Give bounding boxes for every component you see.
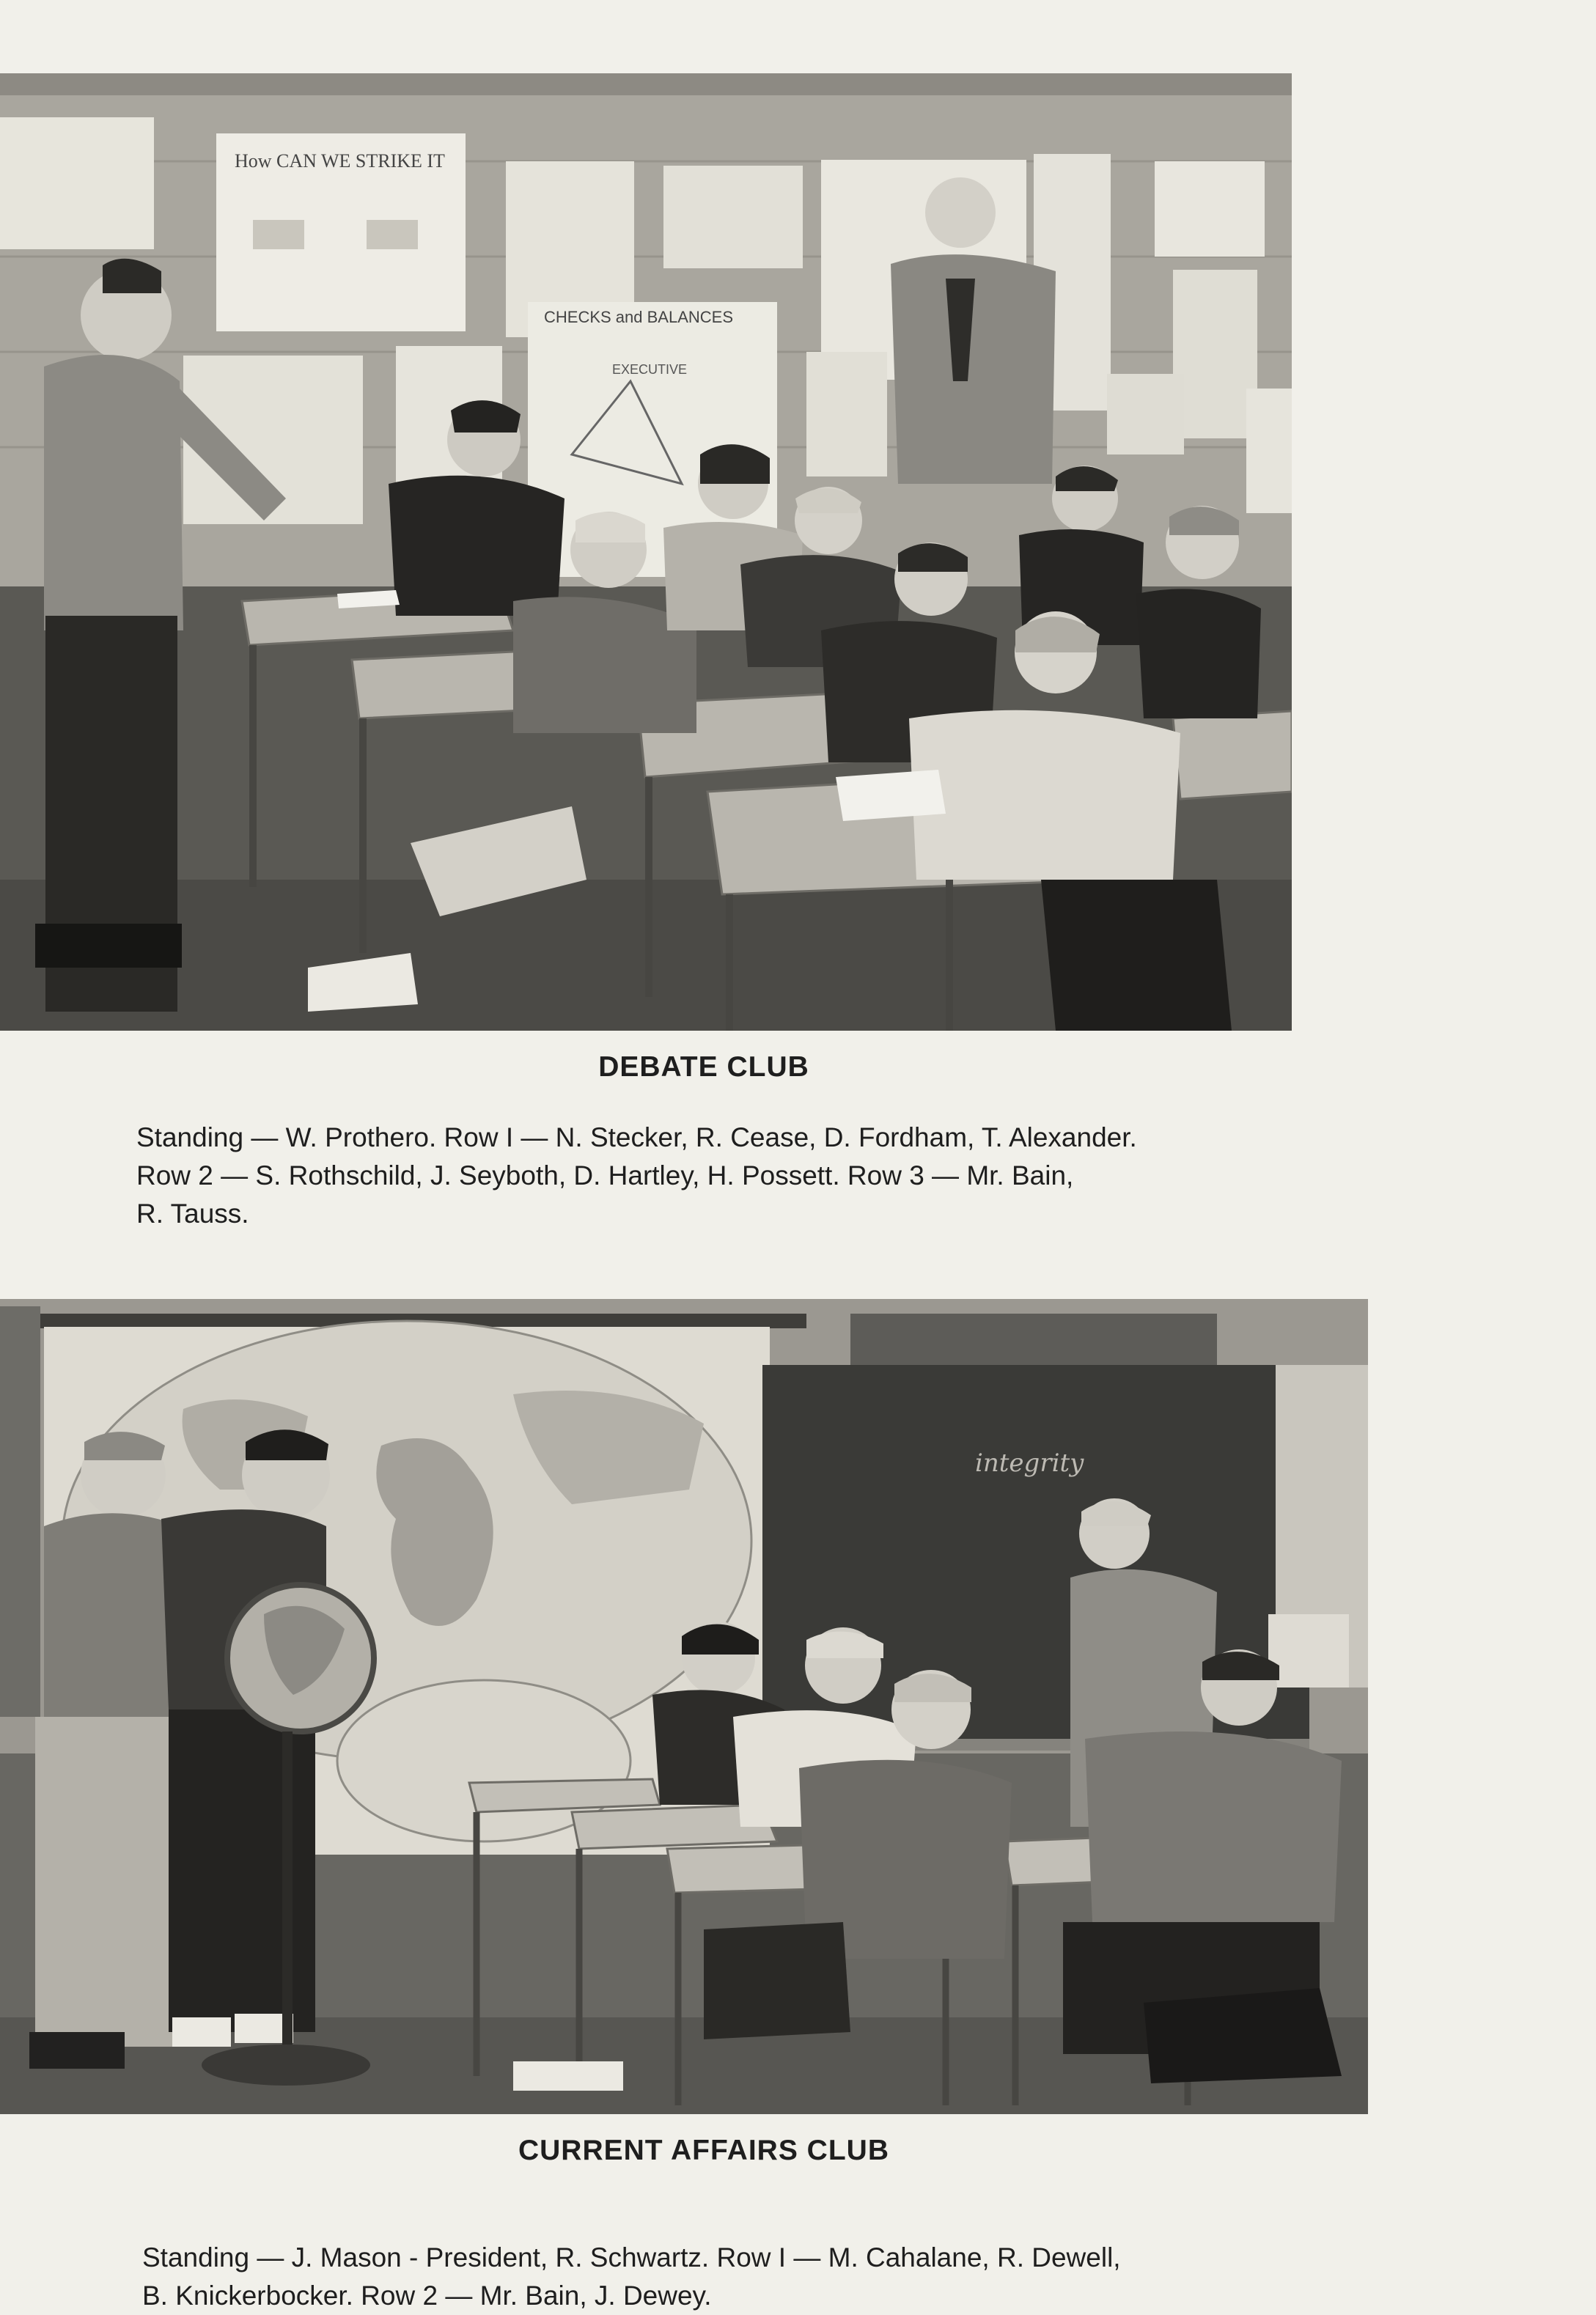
current-affairs-club-heading: CURRENT AFFAIRS CLUB (518, 2135, 890, 2166)
debate-club-caption (136, 1119, 1137, 1233)
current-affairs-club-caption (142, 2239, 1121, 2315)
poster-c-text: EXECUTIVE (612, 362, 688, 377)
debate-club-photo (0, 73, 1292, 1031)
poster-a-text: How CAN WE STRIKE IT (235, 150, 445, 172)
caption-line: B. Knickerbocker. Row 2 — Mr. Bain, J. Dewey. (142, 2281, 712, 2311)
poster-b-text: CHECKS and BALANCES (544, 308, 733, 326)
current-affairs-club-photo (0, 1299, 1368, 2114)
caption-line: Standing — W. Prothero. Row I — N. Stecker, R. Cease, D. Fordham, T. Alexander. (136, 1122, 1137, 1152)
debate-club-heading: DEBATE CLUB (598, 1051, 809, 1083)
chalk-word: integrity (975, 1449, 1084, 1478)
caption-line: Row 2 — S. Rothschild, J. Seyboth, D. Hartley, H. Possett. Row 3 — Mr. Bain, (136, 1160, 1074, 1190)
caption-line: Standing — J. Mason - President, R. Schwartz. Row I — M. Cahalane, R. Dewell, (142, 2242, 1121, 2272)
caption-line: R. Tauss. (136, 1199, 249, 1229)
